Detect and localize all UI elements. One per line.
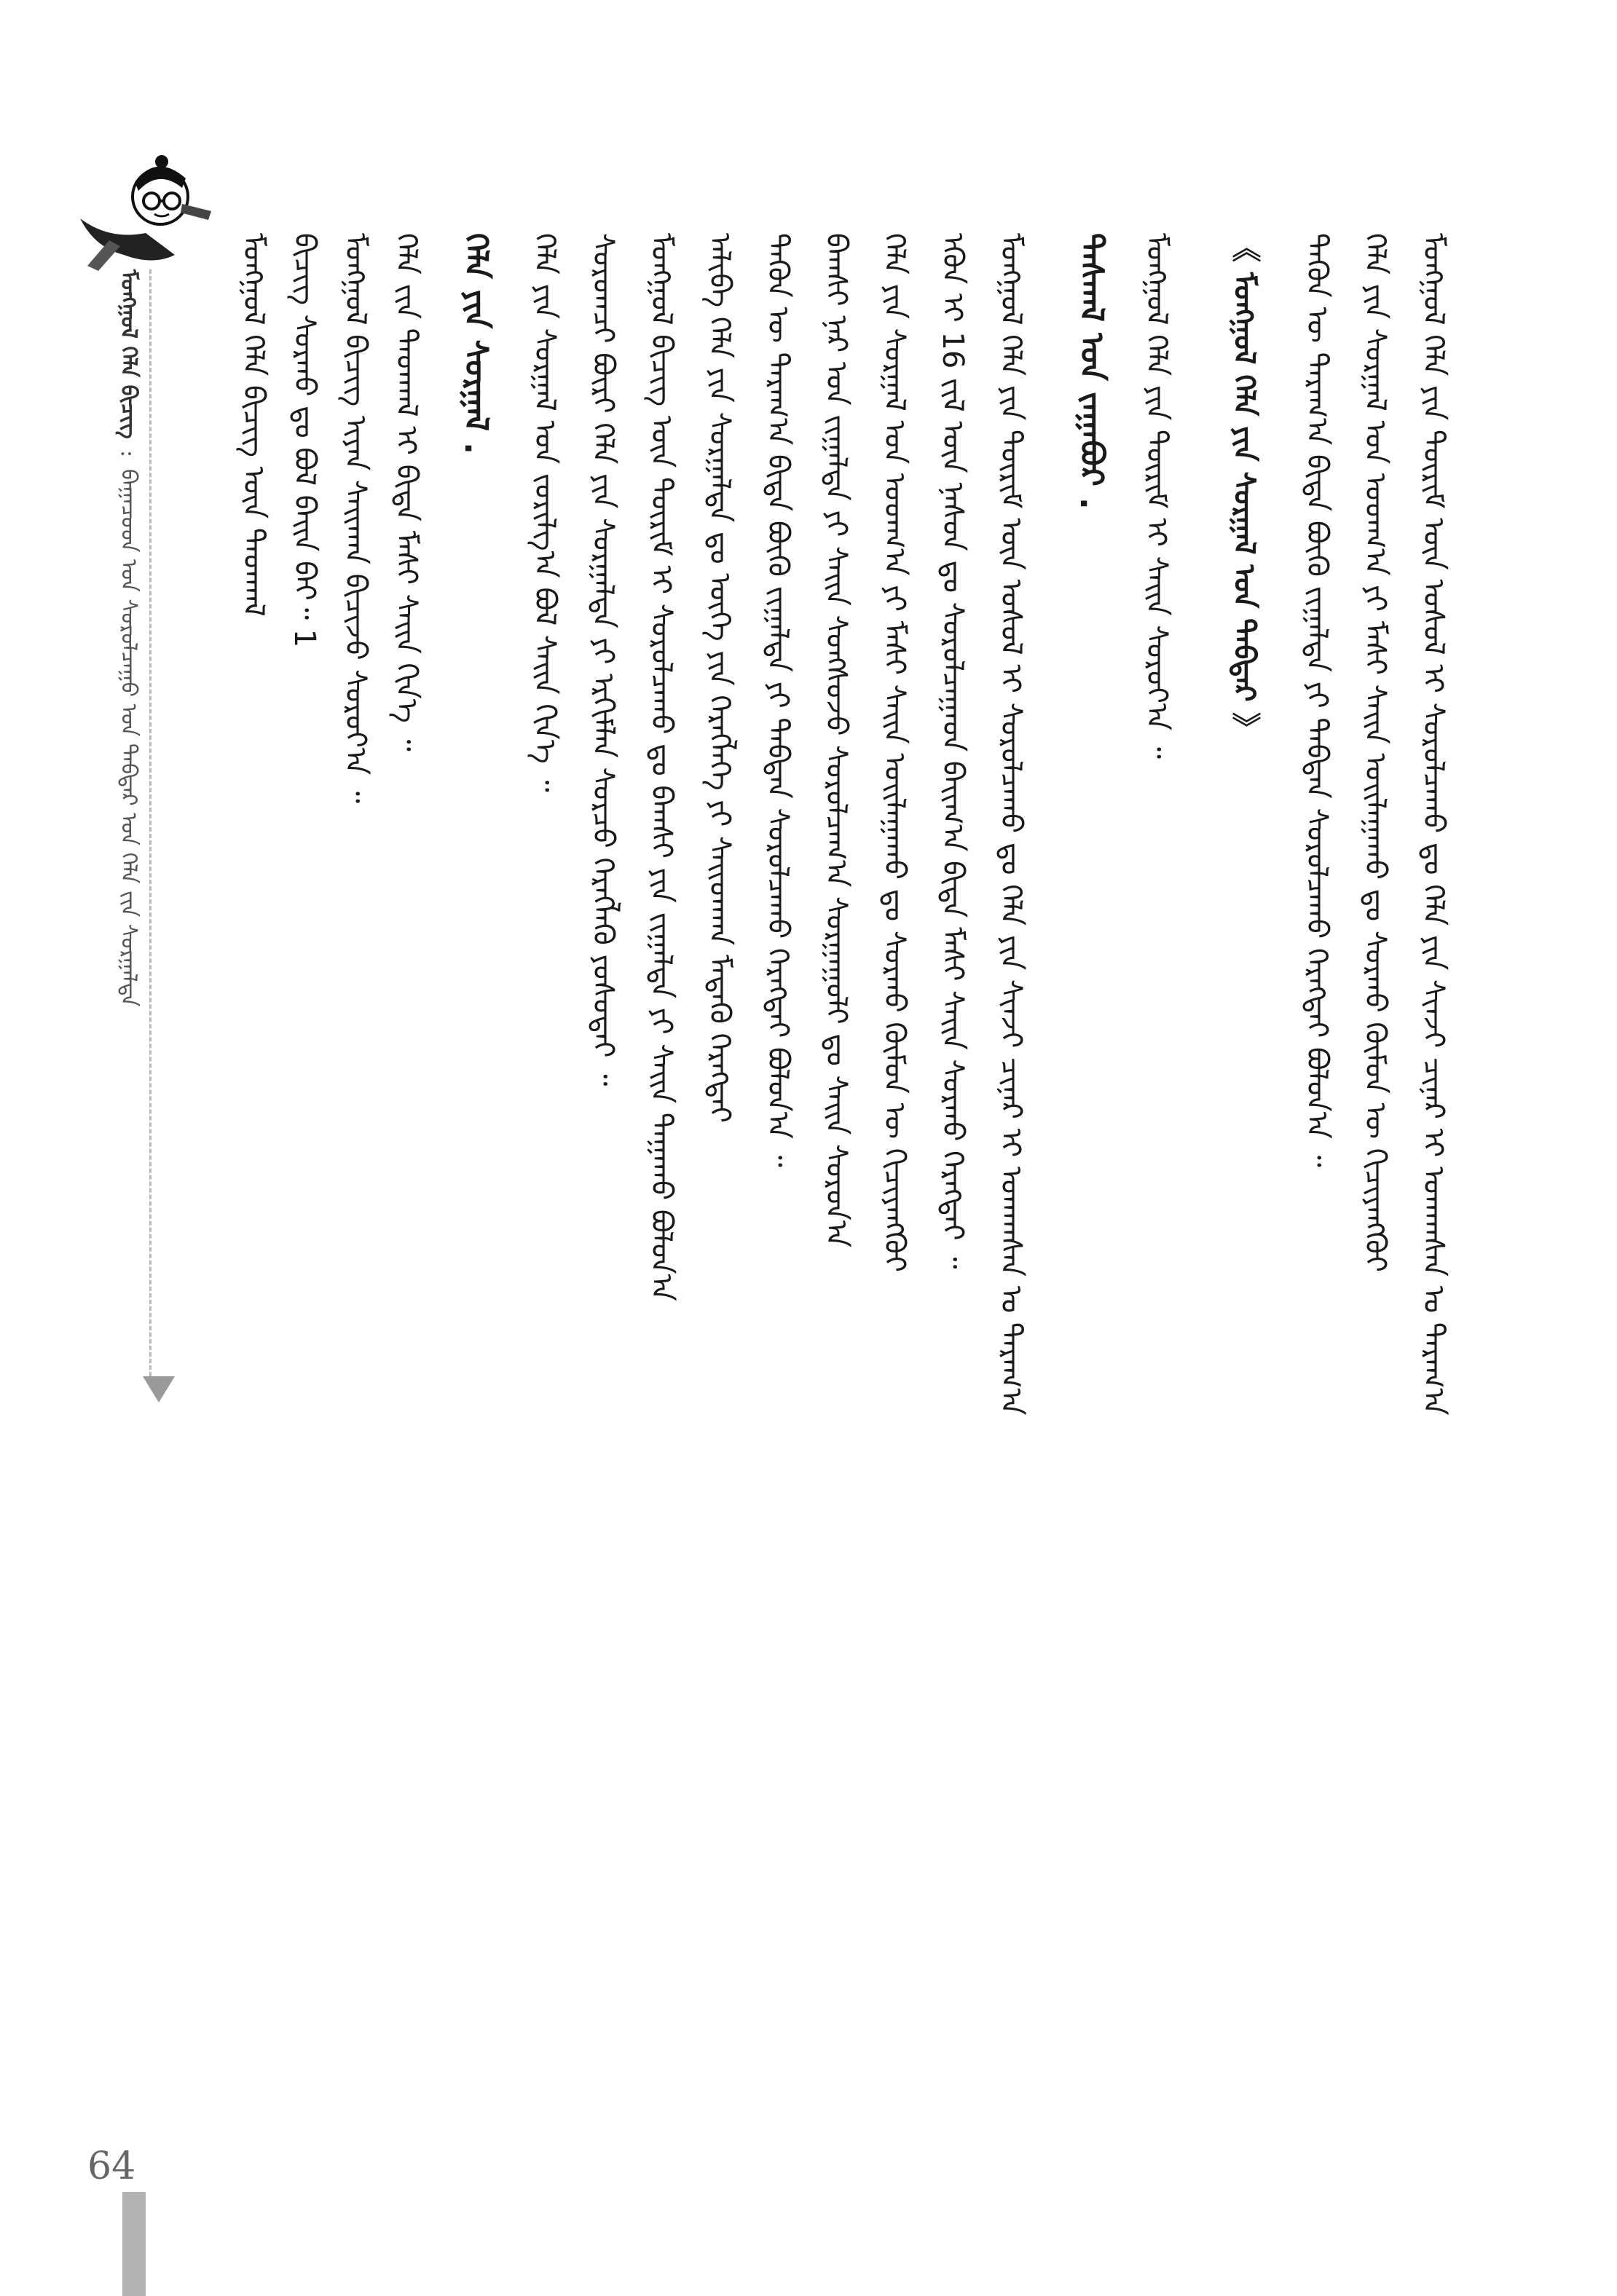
mascot-illustration [66,131,226,277]
chapter-title: ᠪᠠᠭᠠᠴᠤᠳ ᠤᠨ ᠰᠤᠷᠤᠯᠴᠠᠭᠤ ᠤᠨ ᠳᠡᠪᠲᠡᠷ ᠤᠨ ᠬᠡᠯᠡ ᠵᠢᠨ ᠰᠤᠷᠭᠠᠯᠲᠠ [116,469,141,1007]
quote-line: 《 ᠮᠣᠩᠭᠣᠯ ᠬᠡᠯᠡ ᠶᠢᠨ ᠰᠤᠷᠭᠠᠯ ᠤᠨ ᠳᠡᠪᠲᠡᠷ 》 [1227,233,1261,741]
handwriting-line: ᠬᠡᠯᠡ ᠵᠢᠨ ᠳᠠᠳᠬᠠᠯ ᠢ ᠪᠢᠳᠡ ᠮᠠᠰᠢ ᠰᠠᠢᠨ ᠬᠢᠨ᠎ᠡ ᠃ [390,233,423,751]
section-heading: ᠬᠡᠯᠡ ᠶᠢᠨ ᠰᠤᠷᠭᠠᠯ . [457,233,495,454]
paragraph-line: ᠲᠡᠭᠦᠨ ᠦ ᠳᠠᠷᠠᠭ᠎ᠠ ᠪᠢᠳᠡ ᠪᠦᠬᠦ ᠵᠢᠭᠠᠯᠲᠠ ᠶᠢ ᠳᠠᠪᠲᠠᠨ ᠰᠤᠷᠤᠯᠴᠠᠬᠤ ᠬᠡᠷᠡᠭᠲᠡᠢ ᠪᠤᠯᠤᠨ᠎ᠠ ᠃ [761,233,795,1167]
paragraph-line: ᠮᠣᠩᠭᠣᠯ ᠬᠡᠯᠡ ᠶᠢᠨ ᠳᠦᠷᠢᠮ ᠦᠨ ᠤᠰᠤᠯ ᠢ ᠰᠤᠷᠤᠯᠴᠠᠬᠤ ᠳᠤ ᠬᠡᠯᠡ ᠶᠢᠨ ᠰᠢᠨᠵᠢ ᠴᠢᠨᠠᠷ ᠢ ᠤᠬᠠᠭᠰᠠᠨ ᠤ ᠳᠠᠷᠠᠭ᠎ᠠ [1417,233,1450,1416]
arrow-marker-icon [143,1376,175,1403]
handwriting-line: ᠪᠢᠴᠢᠭ ᠰᠤᠷᠬᠤ ᠳᠤ ᠪᠤᠯ ᠪᠠᠢᠨ ᠪᠠᠢ᠃ 1 [288,233,321,648]
closing-line: ᠬᠡᠯᠡ ᠶᠢᠨ ᠰᠤᠷᠭᠠᠯ ᠤᠨ ᠵᠣᠷᠢᠯᠭ᠎ᠠ ᠪᠤᠯ ᠰᠠᠢᠨ ᠬᠢᠨ᠎ᠡ ᠃ [528,233,562,792]
paragraph-line: ᠬᠡᠯᠡ ᠶᠢᠨ ᠰᠤᠷᠭᠠᠯ ᠤᠨ ᠤᠳᠬ᠎ᠠ ᠶᠢ ᠮᠠᠰᠢ ᠰᠠᠢᠨ ᠣᠢᠯᠠᠭᠠᠬᠤ ᠳᠤ ᠰᠤᠷᠬᠤ ᠬᠦᠮᠦᠨ ᠦ ᠬᠢᠴᠢᠶᠡᠩᠭᠦᠢ [878,233,911,1273]
paragraph-line: ᠲᠡᠭᠦᠨ ᠦ ᠳᠠᠷᠠᠭ᠎ᠠ ᠪᠢᠳᠡ ᠪᠦᠬᠦ ᠵᠢᠭᠠᠯᠲᠠ ᠶᠢ ᠳᠠᠪᠲᠠᠨ ᠰᠤᠷᠤᠯᠴᠠᠬᠤ ᠬᠡᠷᠡᠭᠲᠡᠢ ᠪᠤᠯᠤᠨ᠎ᠠ ᠃ [1300,233,1334,1167]
handwriting-line: ᠮᠣᠩᠭᠣᠯ ᠬᠡᠯᠡ ᠪᠢᠴᠢᠭ ᠦᠨ ᠳᠠᠳᠬᠠᠯ [237,233,270,617]
paragraph-line: ᠮᠣᠩᠭᠣᠯ ᠬᠡᠯᠡ ᠶᠢᠨ ᠳᠦᠷᠢᠮ ᠦᠨ ᠤᠰᠤᠯ ᠢ ᠰᠤᠷᠤᠯᠴᠠᠬᠤ ᠳᠤ ᠬᠡᠯᠡ ᠶᠢᠨ ᠰᠢᠨᠵᠢ ᠴᠢᠨᠠᠷ ᠢ ᠤᠬᠠᠭᠰᠠᠨ ᠤ ᠳᠠᠷᠠᠭ᠎ᠠ [994,233,1028,1416]
paragraph-line: ᠮᠣᠩᠭᠣᠯ ᠪᠢᠴᠢᠭ ᠦᠨ ᠳᠦᠷᠢᠮ ᠢ ᠰᠤᠷᠤᠯᠴᠠᠬᠤ ᠳᠤ ᠪᠠᠭᠰᠢ ᠶᠢᠨ ᠵᠢᠭᠠᠯᠲᠠ ᠶᠢ ᠰᠠᠢᠨ ᠳᠠᠭᠠᠬᠤ ᠪᠤᠯᠤᠨ᠎ᠠ [645,233,678,1301]
page-number: 64 [87,2145,136,2188]
header-divider [149,269,152,1376]
paragraph-line: ᠠᠯᠢᠪᠠ ᠬᠡᠯᠡ ᠶᠢᠨ ᠰᠤᠷᠭᠠᠯᠲᠠ ᠳᠤ ᠦᠭᠡ ᠶᠢᠨ ᠬᠡᠷᠡᠭᠯᠡᠭᠡ ᠶᠢ ᠰᠠᠢᠳᠬᠠᠨ ᠮᠡᠳᠡᠬᠦ ᠬᠡᠷᠡᠭᠲᠡᠢ [703,233,736,1124]
paragraph-line: ᠰᠤᠷᠤᠭᠴᠢ ᠪᠦᠷᠢ ᠬᠡᠯᠡ ᠶᠢᠨ ᠰᠤᠷᠭᠠᠯᠲᠠ ᠶᠢ ᠡᠷᠬᠢᠮᠯᠡᠨ ᠰᠤᠷᠴᠤ ᠬᠡᠷᠡᠭᠯᠡᠬᠦ ᠶᠤᠰᠤᠲᠠᠢ ᠃ [586,233,620,1086]
closing-line: ᠮᠣᠩᠭᠣᠯ ᠬᠡᠯᠡ ᠶᠢᠨ ᠳᠦᠷᠢᠮ ᠢ ᠰᠠᠢᠨ ᠰᠤᠷᠤᠶ᠎ᠠ ᠃ [1140,233,1173,760]
running-header [109,269,148,1006]
series-title: ᠮᠣᠩᠭᠣᠯ ᠬᠡᠯᠡ ᠪᠢᠴᠢᠭ᠌ [116,269,141,439]
page-tab [122,2192,146,2296]
handwriting-line: ᠮᠣᠩᠭᠣᠯ ᠪᠢᠴᠢᠭ ᠢᠶᠡᠨ ᠰᠠᠢᠬᠠᠨ ᠪᠢᠴᠢᠵᠦ ᠰᠤᠷᠤᠶ᠎ᠠ ᠃ [339,233,372,804]
paragraph-line: ᠪᠠᠭᠰᠢ ᠨᠠᠷ ᠤᠨ ᠵᠢᠭᠠᠯᠲᠠ ᠶᠢ ᠰᠠᠢᠨ ᠰᠣᠩᠰᠣᠵᠤ ᠰᠤᠷᠤᠯᠴᠠᠭ᠎ᠠ ᠰᠤᠷᠭᠠᠭᠤᠯᠢ ᠳᠤ ᠰᠠᠢᠨ ᠰᠤᠷᠤᠨ᠎ᠠ [819,233,853,1247]
paragraph-line: ᠡᠭᠦᠨ ᠢ 16 ᠵᠢᠯ ᠦᠨ ᠨᠠᠰᠤᠨ ᠳᠤ ᠰᠤᠷᠤᠯᠴᠠᠭᠠᠳ ᠪᠠᠢᠭ᠎ᠠ ᠪᠢᠳᠡ ᠮᠠᠰᠢ ᠰᠠᠢᠨ ᠰᠤᠷᠬᠤ ᠬᠡᠷᠡᠭᠲᠡᠢ ᠃ [936,233,969,1269]
header-separator: : [116,450,141,458]
paragraph-line: ᠬᠡᠯᠡ ᠶᠢᠨ ᠰᠤᠷᠭᠠᠯ ᠤᠨ ᠤᠳᠬ᠎ᠠ ᠶᠢ ᠮᠠᠰᠢ ᠰᠠᠢᠨ ᠣᠢᠯᠠᠭᠠᠬᠤ ᠳᠤ ᠰᠤᠷᠬᠤ ᠬᠦᠮᠦᠨ ᠦ ᠬᠢᠴᠢᠶᠡᠩᠭᠦᠢ [1358,233,1392,1273]
section-heading: ᠳᠠᠰᠬᠠᠯ ᠤᠨ ᠵᠠᠭᠠᠪᠤᠷ . [1073,233,1110,510]
